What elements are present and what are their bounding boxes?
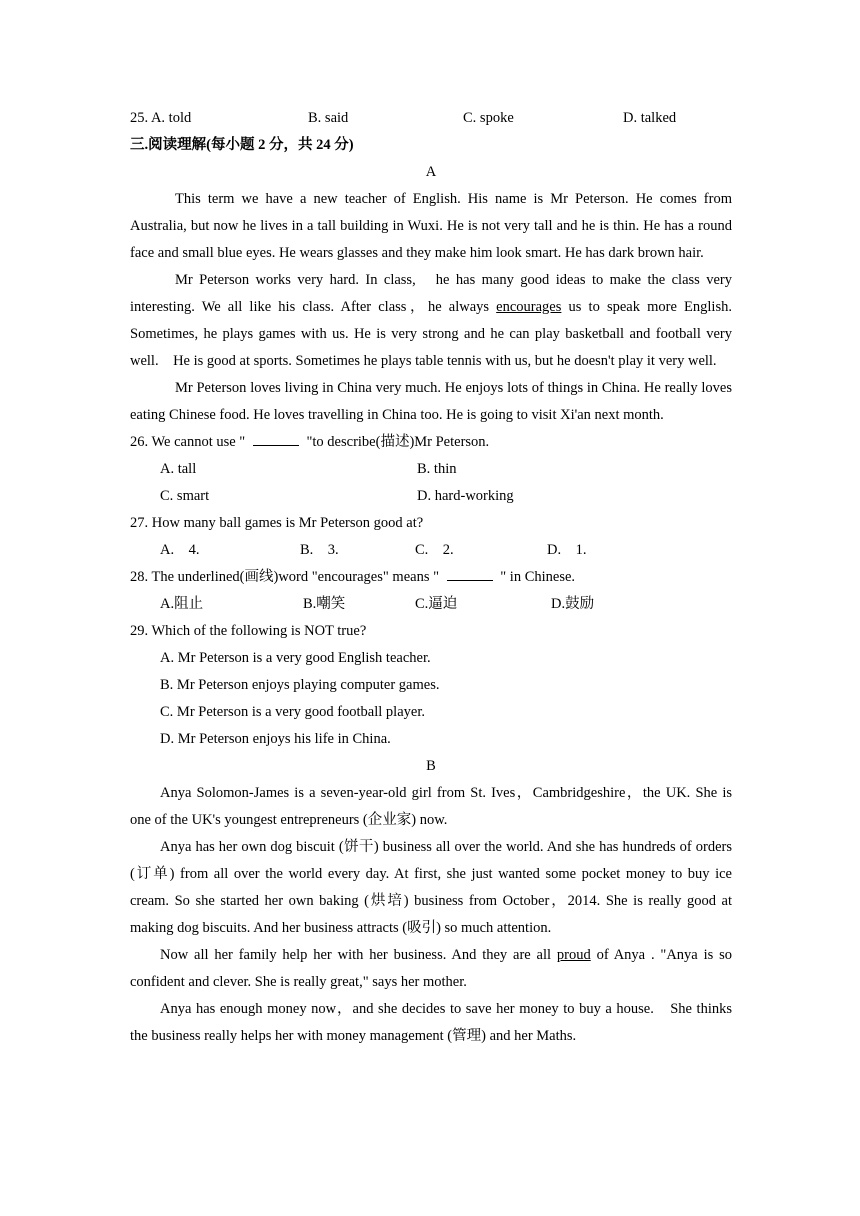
p3-text-after: of Anya . "Anya is so confident and clever. She is really great," says her mother.: [130, 947, 732, 990]
question-27-stem: 27. How many ball games is Mr Peterson good at?: [130, 515, 424, 531]
question-26-options-row-2: [130, 483, 732, 510]
q27-option-a: A. 4.: [160, 542, 200, 558]
q27-option-c: C. 2.: [415, 542, 454, 558]
p2-text-before: Mr Peterson works very hard. In class, he has many good ideas to make the class very interesting. We all like his class. After class，he always: [130, 272, 732, 315]
q25-option-c: C. spoke: [463, 110, 514, 126]
question-28-options: [130, 591, 732, 618]
q26-option-b: B. thin: [417, 461, 457, 477]
passage-b-paragraph-3: [130, 942, 732, 996]
question-25-options: [130, 105, 732, 132]
q26-option-c: C. smart: [160, 488, 210, 504]
question-28-stem: [130, 564, 732, 591]
q28-option-c: C.逼迫: [415, 596, 458, 612]
q25-option-d: D. talked: [623, 110, 677, 126]
question-27-options: [130, 537, 732, 564]
passage-b-paragraph-2: Anya has her own dog biscuit (饼干) business all over the world. And she has hundreds of orders (订单) from all over the world every day. At first, she just wanted some pocket money to buy ice cream. So she started her own baking (烘培) business from October，2014. She is really good at making dog biscuits. And her business attracts (吸引) so much attention.: [130, 839, 732, 936]
q28-option-b: B.嘲笑: [303, 596, 346, 612]
passage-a-paragraph-3: Mr Peterson loves living in China very much. He enjoys lots of things in China. He really loves eating Chinese food. He loves travelling in China too. He is going to visit Xi'an next month.: [130, 380, 732, 423]
q29-option-d: D. Mr Peterson enjoys his life in China.: [160, 731, 391, 747]
passage-a-paragraph-1: This term we have a new teacher of English. His name is Mr Peterson. He comes from Australia, but now he lives in a tall building in Wuxi. He is not very tall and he is thin. He has a round face and small blue eyes. He wears glasses and they make him look smart. He has dark brown hair.: [130, 191, 732, 261]
q28-stem-after: " in Chinese.: [496, 569, 576, 585]
q29-option-c: C. Mr Peterson is a very good football player.: [160, 704, 425, 720]
document-content: [130, 105, 732, 1050]
passage-a-paragraph-2: [130, 267, 732, 375]
q27-option-b: B. 3.: [300, 542, 339, 558]
passage-b-paragraph-4: Anya has enough money now，and she decides to save her money to buy a house. She thinks the business really helps her with money management (管理) and her Maths.: [130, 1001, 732, 1044]
question-29-stem: 29. Which of the following is NOT true?: [130, 623, 367, 639]
p3-text-before: Now all her family help her with her business. And they are all: [160, 947, 557, 963]
q28-stem-before: 28. The underlined(画线)word "encourages" means ": [130, 569, 443, 585]
passage-a-label: A: [425, 164, 437, 180]
answer-blank: [253, 433, 299, 446]
underlined-word-proud: proud: [556, 947, 591, 963]
q28-option-d: D.鼓励: [551, 596, 595, 612]
question-26-stem: [130, 429, 732, 456]
q28-option-a: A.阻止: [160, 596, 204, 612]
q29-option-b: B. Mr Peterson enjoys playing computer games.: [160, 677, 440, 693]
section-title: 三.阅读理解(每小题 2 分，共 24 分): [130, 137, 354, 153]
underlined-word-encourages: encourages: [496, 299, 562, 315]
passage-b-paragraph-1: Anya Solomon-James is a seven-year-old girl from St. Ives，Cambridgeshire，the UK. She is one of the UK's youngest entrepreneurs (企业家) now.: [130, 785, 732, 828]
q26-option-a: A. tall: [160, 461, 197, 477]
q26-stem-before: 26. We cannot use ": [130, 434, 249, 450]
q27-option-d: D. 1.: [547, 542, 587, 558]
q25-option-a: 25. A. told: [130, 110, 192, 126]
question-26-options-row-1: [130, 456, 732, 483]
answer-blank: [447, 568, 493, 581]
p2-text-after: us to speak more English. Sometimes, he plays games with us. He is very strong and he can play basketball and football very well. He is good at sports. Sometimes he plays table tennis with us, but he doesn't play it very well.: [130, 299, 732, 369]
q29-option-a: A. Mr Peterson is a very good English teacher.: [160, 650, 431, 666]
q26-stem-after: "to describe(描述)Mr Peterson.: [302, 434, 490, 450]
q26-option-d: D. hard-working: [417, 488, 514, 504]
q25-option-b: B. said: [308, 110, 349, 126]
passage-b-label: B: [426, 758, 436, 774]
